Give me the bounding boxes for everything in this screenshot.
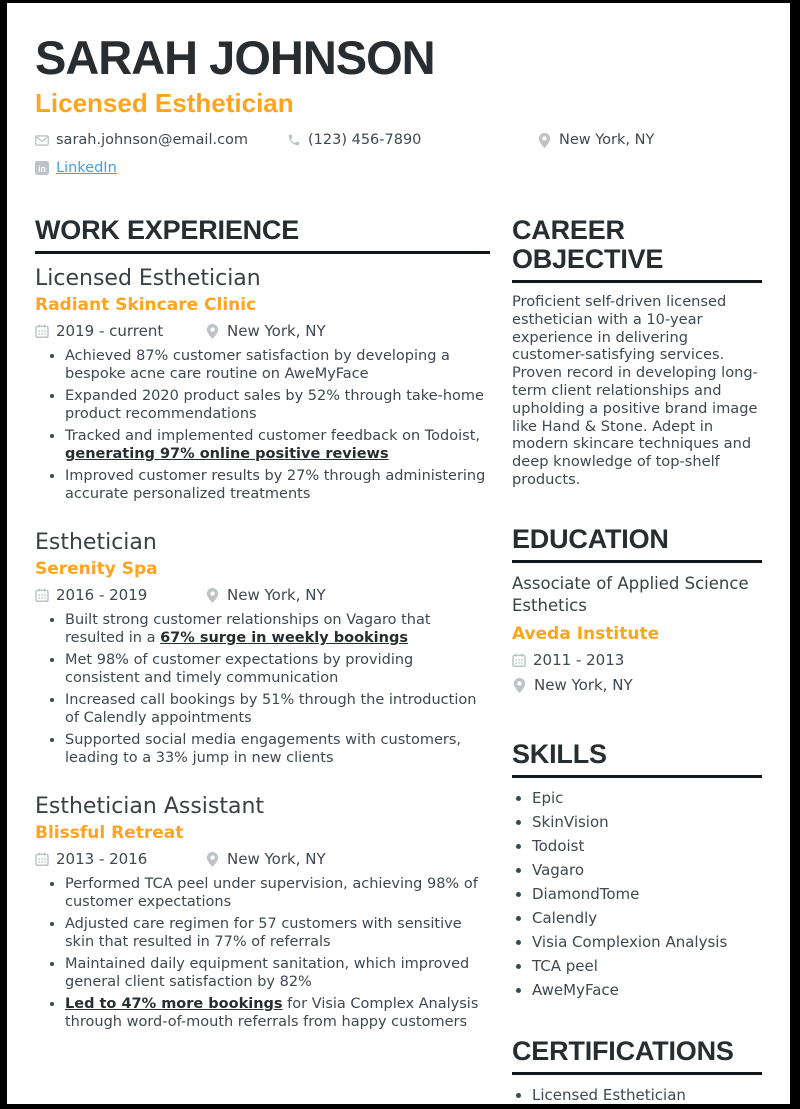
skill-item: • Vagaro — [532, 860, 762, 880]
job-bullet-list — [35, 347, 490, 503]
skills-section — [512, 740, 762, 1000]
content-columns — [35, 216, 762, 1109]
career-objective-text: Proficient self-driven licensed esthetician with a 10-year experience in delivering customer-satisfying services. Proven record in developing long-term client relationships and upholding a positive brand image like Hand & Stone. Adept in modern skincare techniques and deep knowledge of top-shelf products. — [512, 293, 758, 489]
job-location-group — [205, 850, 326, 868]
job-location-group — [205, 322, 326, 340]
skills-heading: SKILLS — [512, 740, 762, 778]
linkedin-icon — [35, 161, 49, 175]
job-dates-group — [35, 850, 205, 868]
calendar-icon — [35, 588, 49, 602]
resume-header — [35, 33, 762, 176]
education-location: New York, NY — [534, 676, 633, 695]
right-column — [512, 216, 762, 1109]
career-objective-section — [512, 216, 762, 489]
job-title: Licensed Esthetician — [35, 266, 261, 292]
job-bullet: • Built strong customer relationships on Vagaro that resulted in a 67% surge in weekly bookings — [65, 611, 490, 647]
job-meta-row — [35, 586, 490, 604]
job-bullet: • Met 98% of customer expectations by providing consistent and timely communication — [65, 651, 490, 687]
job-location-group — [205, 586, 326, 604]
calendar-icon — [35, 852, 49, 866]
contact-email — [35, 132, 287, 148]
job-bullet: • Performed TCA peel under supervision, achieving 98% of customer expectations — [65, 875, 490, 911]
job-dates-group — [35, 322, 205, 340]
linkedin-link[interactable]: LinkedIn — [56, 160, 117, 177]
skills-list — [512, 788, 762, 1000]
contact-phone — [287, 132, 537, 148]
job-bullet: • Supported social media engagements with customers, leading to a 33% jump in new clients — [65, 731, 490, 767]
job-location: New York, NY — [227, 322, 326, 341]
location-icon — [205, 324, 220, 339]
certifications-heading: CERTIFICATIONS — [512, 1037, 762, 1075]
calendar-icon — [512, 653, 526, 667]
person-job-title: Licensed Esthetician — [35, 88, 294, 119]
job-bullet: • Led to 47% more bookings for Visia Complex Analysis through word-of-mouth referrals from happy customers — [65, 995, 490, 1031]
skill-item: • Todoist — [532, 836, 762, 856]
job-bullet: • Adjusted care regimen for 57 customers with sensitive skin that resulted in 77% of referrals — [65, 915, 490, 951]
job-bullet: • Expanded 2020 product sales by 52% through take-home product recommendations — [65, 387, 490, 423]
job-bullet: • Increased call bookings by 51% through the introduction of Calendly appointments — [65, 691, 490, 727]
skill-item: • Calendly — [532, 908, 762, 928]
location-icon — [205, 852, 220, 867]
education-dates-group — [512, 651, 762, 669]
skill-item: • AweMyFace — [532, 980, 762, 1000]
job-meta-row — [35, 850, 490, 868]
contact-row — [35, 132, 762, 148]
certifications-list — [512, 1085, 762, 1105]
job-bullet-list — [35, 875, 490, 1031]
skill-item: • Visia Complexion Analysis — [532, 932, 762, 952]
job-bullet-list — [35, 611, 490, 767]
email-icon — [35, 135, 49, 146]
job-location: New York, NY — [227, 586, 326, 605]
job-dates-group — [35, 586, 205, 604]
job-company: Serenity Spa — [35, 559, 158, 580]
education-degree: Associate of Applied Science Esthetics — [512, 573, 749, 615]
contact-location — [537, 132, 654, 148]
job-bullet: • Tracked and implemented customer feedback on Todoist, generating 97% online positive reviews — [65, 427, 490, 463]
phone-text: (123) 456-7890 — [308, 132, 422, 149]
person-name: SARAH JOHNSON — [35, 31, 435, 84]
skill-item: • Epic — [532, 788, 762, 808]
education-dates: 2011 - 2013 — [533, 651, 625, 670]
job-meta-row — [35, 322, 490, 340]
education-location-group — [512, 676, 762, 694]
work-experience-heading: WORK EXPERIENCE — [35, 216, 490, 254]
career-objective-heading: CAREER OBJECTIVE — [512, 216, 762, 283]
job-entry-2 — [35, 530, 490, 767]
phone-icon — [287, 133, 301, 147]
job-company: Blissful Retreat — [35, 823, 184, 844]
skill-item: • DiamondTome — [532, 884, 762, 904]
certifications-section — [512, 1037, 762, 1105]
job-title: Esthetician Assistant — [35, 794, 265, 820]
job-dates: 2016 - 2019 — [56, 586, 148, 605]
contact-row-linkedin — [35, 160, 762, 176]
job-bullet: • Maintained daily equipment sanitation, which improved general client satisfaction by 82% — [65, 955, 490, 991]
job-entry-1 — [35, 266, 490, 503]
job-title: Esthetician — [35, 530, 157, 556]
education-heading: EDUCATION — [512, 525, 762, 563]
job-location: New York, NY — [227, 850, 326, 869]
job-entry-3 — [35, 794, 490, 1031]
location-text: New York, NY — [559, 132, 655, 149]
job-company: Radiant Skincare Clinic — [35, 295, 257, 316]
resume-page — [7, 3, 790, 1104]
calendar-icon — [35, 324, 49, 338]
education-school: Aveda Institute — [512, 624, 660, 645]
certification-item: • Licensed Esthetician — [532, 1085, 762, 1105]
education-section — [512, 525, 762, 694]
skill-item: • SkinVision — [532, 812, 762, 832]
job-bullet: • Improved customer results by 27% through administering accurate personalized treatments — [65, 467, 490, 503]
job-dates: 2013 - 2016 — [56, 850, 148, 869]
skill-item: • TCA peel — [532, 956, 762, 976]
location-icon — [512, 678, 527, 693]
left-column — [35, 216, 490, 1109]
location-icon — [537, 133, 552, 148]
location-icon — [205, 588, 220, 603]
job-bullet: • Achieved 87% customer satisfaction by developing a bespoke acne care routine on AweMyFace — [65, 347, 490, 383]
email-text: sarah.johnson@email.com — [56, 132, 249, 149]
contact-linkedin — [35, 160, 117, 176]
job-dates: 2019 - current — [56, 322, 164, 341]
